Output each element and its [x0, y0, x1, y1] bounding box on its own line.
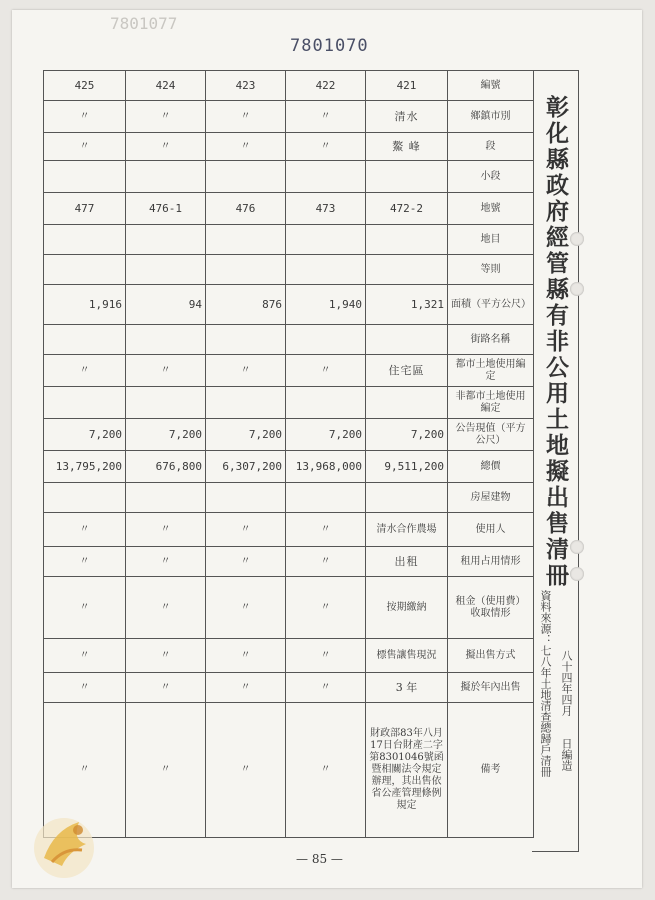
- cell-sale-period: 〃: [126, 673, 206, 703]
- binding-hole: [570, 540, 584, 554]
- cell-urban-zoning: 〃: [126, 355, 206, 387]
- row-street: [44, 325, 534, 355]
- cell-announced-value: 7,200: [206, 419, 286, 451]
- row-label-building: 房屋建物: [448, 483, 534, 513]
- cell-user: 〃: [286, 513, 366, 547]
- cell-non-urban-zoning: [126, 387, 206, 419]
- cell-sale-period: 〃: [286, 673, 366, 703]
- cell-subsection: [206, 161, 286, 193]
- cell-lot: 477: [44, 193, 126, 225]
- binding-hole: [570, 567, 584, 581]
- row-subsection: [44, 161, 534, 193]
- row-district: [44, 101, 534, 133]
- cell-total-price: 676,800: [126, 451, 206, 483]
- cell-sale-method: 〃: [286, 639, 366, 673]
- cell-occupancy: 〃: [286, 547, 366, 577]
- row-serial: [44, 71, 534, 101]
- cell-sale-method: 〃: [44, 639, 126, 673]
- cell-total-price: 6,307,200: [206, 451, 286, 483]
- cell-street: [286, 325, 366, 355]
- cell-serial: 421: [366, 71, 448, 101]
- cell-district: 〃: [126, 101, 206, 133]
- row-label-sale-method: 擬出售方式: [448, 639, 534, 673]
- cell-sale-method: 〃: [126, 639, 206, 673]
- cell-serial: 425: [44, 71, 126, 101]
- row-total-price: [44, 451, 534, 483]
- cell-rent-status: 〃: [126, 577, 206, 639]
- row-lot: [44, 193, 534, 225]
- row-announced-value: [44, 419, 534, 451]
- cell-area: 1,916: [44, 285, 126, 325]
- cell-street: [206, 325, 286, 355]
- row-rent-status: [44, 577, 534, 639]
- row-non-urban-zoning: [44, 387, 534, 419]
- cell-serial: 422: [286, 71, 366, 101]
- cell-urban-zoning: 住宅區: [366, 355, 448, 387]
- cell-grade: [44, 255, 126, 285]
- cell-subsection: [126, 161, 206, 193]
- row-label-grade: 等則: [448, 255, 534, 285]
- row-user: [44, 513, 534, 547]
- cell-building: [366, 483, 448, 513]
- row-area: [44, 285, 534, 325]
- cell-area: 876: [206, 285, 286, 325]
- cell-non-urban-zoning: [206, 387, 286, 419]
- cell-urban-zoning: 〃: [44, 355, 126, 387]
- binding-hole: [570, 232, 584, 246]
- cell-occupancy: 〃: [44, 547, 126, 577]
- ghost-number: 7801077: [110, 14, 178, 33]
- row-label-land-category: 地目: [448, 225, 534, 255]
- cell-subsection: [44, 161, 126, 193]
- row-label-user: 使用人: [448, 513, 534, 547]
- cell-sale-method: 〃: [206, 639, 286, 673]
- cell-subsection: [366, 161, 448, 193]
- cell-land-category: [206, 225, 286, 255]
- cell-grade: [366, 255, 448, 285]
- cell-area: 94: [126, 285, 206, 325]
- cell-land-category: [366, 225, 448, 255]
- row-urban-zoning: [44, 355, 534, 387]
- cell-serial: 424: [126, 71, 206, 101]
- cell-grade: [206, 255, 286, 285]
- row-sale-method: [44, 639, 534, 673]
- cell-grade: [126, 255, 206, 285]
- cell-section: 〃: [126, 133, 206, 161]
- row-remarks: [44, 703, 534, 838]
- cell-rent-status: 〃: [286, 577, 366, 639]
- row-occupancy: [44, 547, 534, 577]
- row-sale-period: [44, 673, 534, 703]
- row-label-non-urban-zoning: 非都市土地使用編定: [448, 387, 534, 419]
- row-label-lot: 地號: [448, 193, 534, 225]
- cell-user: 清水合作農場: [366, 513, 448, 547]
- cell-building: [206, 483, 286, 513]
- cell-announced-value: 7,200: [286, 419, 366, 451]
- cell-sale-period: 〃: [44, 673, 126, 703]
- cell-section: 〃: [44, 133, 126, 161]
- cell-street: [126, 325, 206, 355]
- cell-sale-period: 3 年: [366, 673, 448, 703]
- data-source: 資料來源：七八年土地清查總歸戶清冊: [539, 590, 552, 777]
- cell-lot: 476: [206, 193, 286, 225]
- cell-area: 1,321: [366, 285, 448, 325]
- cell-occupancy: 出租: [366, 547, 448, 577]
- cell-district: 清水: [366, 101, 448, 133]
- cell-urban-zoning: 〃: [206, 355, 286, 387]
- row-label-district: 鄉鎮市別: [448, 101, 534, 133]
- cell-user: 〃: [206, 513, 286, 547]
- row-label-urban-zoning: 都市土地使用編定: [448, 355, 534, 387]
- row-label-section: 段: [448, 133, 534, 161]
- cell-street: [44, 325, 126, 355]
- row-label-street: 街路名稱: [448, 325, 534, 355]
- cell-land-category: [126, 225, 206, 255]
- cell-total-price: 9,511,200: [366, 451, 448, 483]
- row-label-announced-value: 公告現值（平方公尺）: [448, 419, 534, 451]
- row-land-category: [44, 225, 534, 255]
- cell-lot: 472-2: [366, 193, 448, 225]
- cell-land-category: [44, 225, 126, 255]
- document-number: 7801070: [290, 36, 369, 56]
- row-grade: [44, 255, 534, 285]
- cell-non-urban-zoning: [286, 387, 366, 419]
- cell-occupancy: 〃: [206, 547, 286, 577]
- archive-logo-icon: [24, 800, 110, 886]
- cell-building: [126, 483, 206, 513]
- cell-sale-method: 標售讓售現況: [366, 639, 448, 673]
- cell-district: 〃: [286, 101, 366, 133]
- cell-building: [44, 483, 126, 513]
- row-label-serial: 編號: [448, 71, 534, 101]
- row-label-area: 面積（平方公尺）: [448, 285, 534, 325]
- cell-occupancy: 〃: [126, 547, 206, 577]
- cell-land-category: [286, 225, 366, 255]
- cell-remarks: 〃: [44, 703, 126, 838]
- cell-remarks: 〃: [286, 703, 366, 838]
- document-title: 彰化縣政府經管縣有非公用土地擬出售清冊: [542, 95, 569, 589]
- cell-user: 〃: [126, 513, 206, 547]
- cell-section: 〃: [286, 133, 366, 161]
- cell-rent-status: 〃: [44, 577, 126, 639]
- row-label-total-price: 總價: [448, 451, 534, 483]
- cell-remarks: 財政部83年八月17日台財產二字第8301046號函暨相關法令規定辦理，其出售依省公產管理條例規定: [366, 703, 448, 838]
- page-number: — 85 —: [296, 852, 343, 866]
- row-label-occupancy: 租用占用情形: [448, 547, 534, 577]
- row-label-subsection: 小段: [448, 161, 534, 193]
- cell-district: 〃: [206, 101, 286, 133]
- cell-area: 1,940: [286, 285, 366, 325]
- cell-sale-period: 〃: [206, 673, 286, 703]
- row-section: [44, 133, 534, 161]
- cell-announced-value: 7,200: [44, 419, 126, 451]
- cell-user: 〃: [44, 513, 126, 547]
- compile-date: 八十四年四月 日編造: [560, 650, 573, 771]
- cell-grade: [286, 255, 366, 285]
- cell-announced-value: 7,200: [126, 419, 206, 451]
- cell-total-price: 13,795,200: [44, 451, 126, 483]
- cell-non-urban-zoning: [44, 387, 126, 419]
- cell-lot: 476-1: [126, 193, 206, 225]
- cell-remarks: 〃: [126, 703, 206, 838]
- cell-subsection: [286, 161, 366, 193]
- cell-district: 〃: [44, 101, 126, 133]
- cell-rent-status: 〃: [206, 577, 286, 639]
- row-label-remarks: 備考: [448, 703, 534, 838]
- cell-serial: 423: [206, 71, 286, 101]
- row-label-sale-period: 擬於年內出售: [448, 673, 534, 703]
- cell-building: [286, 483, 366, 513]
- row-building: [44, 483, 534, 513]
- cell-non-urban-zoning: [366, 387, 448, 419]
- cell-urban-zoning: 〃: [286, 355, 366, 387]
- cell-rent-status: 按期繳納: [366, 577, 448, 639]
- cell-lot: 473: [286, 193, 366, 225]
- land-register-table: [43, 70, 534, 838]
- binding-hole: [570, 282, 584, 296]
- cell-street: [366, 325, 448, 355]
- cell-section: 〃: [206, 133, 286, 161]
- row-label-rent-status: 租金（使用費）收取情形: [448, 577, 534, 639]
- cell-remarks: 〃: [206, 703, 286, 838]
- cell-total-price: 13,968,000: [286, 451, 366, 483]
- cell-announced-value: 7,200: [366, 419, 448, 451]
- cell-section: 鰲 峰: [366, 133, 448, 161]
